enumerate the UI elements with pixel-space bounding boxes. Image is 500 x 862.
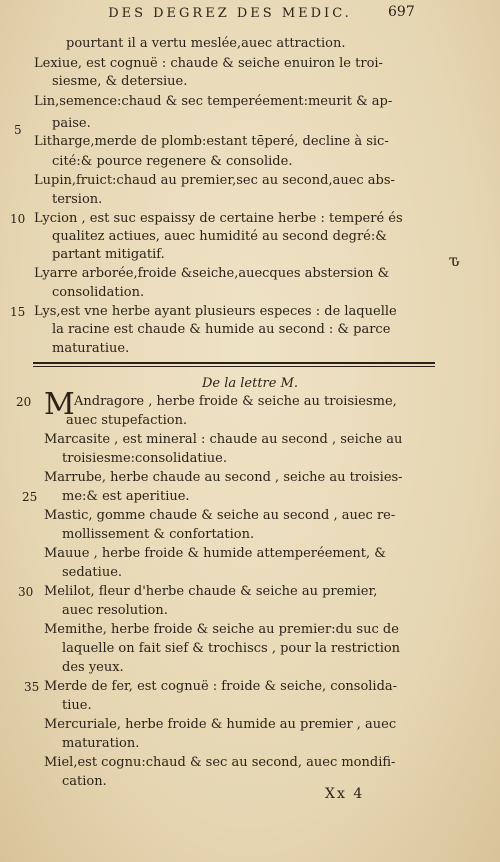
text-line: partant mitigatif. [52,247,165,262]
text-line: maturation. [62,736,140,751]
text-line: Lys,est vne herbe ayant plusieurs especes : de laquelle [34,304,397,319]
text-line: qualitez actiues, auec humidité au second degré:& [52,229,387,244]
text-line: Merde de fer, est cognuë : froide & seiche, consolida- [44,679,398,694]
text-line: auec resolution. [62,603,168,618]
text-line: des yeux. [62,660,124,675]
text-line: Miel,est cognu:chaud & sec au second, auec mondifi- [44,755,396,770]
text-line: mollissement & confortation. [62,527,255,542]
text-line: Marcasite , est mineral : chaude au second , seiche au [44,432,403,447]
signature-mark: Xx 4 [325,786,365,802]
text-line: Lycion , est suc espaissy de certaine herbe : temperé és [34,211,403,226]
text-line: Lyarre arborée,froide &seiche,auecques abstersion & [34,266,390,281]
line-number: 5 [14,123,22,137]
text-line: troisiesme:consolidatiue. [62,451,227,466]
text-line: tersion. [52,192,103,207]
text-line: siesme, & detersiue. [52,74,188,89]
line-number: 25 [22,490,38,504]
text-line: Lupin,fruict:chaud au premier,sec au second,auec abs- [34,173,395,188]
text-line: cité:& pource regenere & consolide. [52,154,293,169]
text-line: laquelle on fait sief & trochiscs , pour la restriction [62,641,401,656]
text-line: cation. [62,774,107,789]
text-line: la racine est chaude & humide au second : & parce [52,322,391,337]
text-line: Lin,semence:chaud & sec temperéement:meurit & ap- [34,94,393,109]
line-number: 35 [24,680,40,694]
margin-mark: ԏ [449,250,460,271]
page-number: 697 [388,4,415,20]
text-line: Mauue , herbe froide & humide attemperéement, & [44,546,386,561]
line-number: 10 [10,212,26,226]
line-number: 20 [16,395,32,409]
text-line: pourtant il a vertu meslée,auec attraction. [66,36,346,51]
text-line: Andragore , herbe froide & seiche au troisiesme, [74,394,397,409]
text-line: Mastic, gomme chaude & seiche au second , auec re- [44,508,396,523]
section-rule [33,366,435,367]
section-heading: De la lettre M. [201,376,299,391]
text-line: Litharge,merde de plomb:estant tēperé, decline à sic- [34,134,389,149]
line-number: 15 [10,305,26,319]
text-line: paise. [52,116,91,131]
text-line: Memithe, herbe froide & seiche au premier:du suc de [44,622,399,637]
text-line: auec stupefaction. [66,413,188,428]
line-number: 30 [18,585,34,599]
text-line: me:& est aperitiue. [62,489,190,504]
text-line: Lexiue, est cognuë : chaude & seiche enuiron le troi- [34,56,383,71]
running-head: DES DEGREZ DES MEDIC. [108,6,352,21]
section-rule [33,362,435,364]
drop-cap: M [44,387,75,422]
text-line: Melilot, fleur d'herbe chaude & seiche au premier, [44,584,378,599]
text-line: sedatiue. [62,565,123,580]
text-line: tiue. [62,698,92,713]
text-line: Marrube, herbe chaude au second , seiche au troisies- [44,470,403,485]
text-line: Mercuriale, herbe froide & humide au premier , auec [44,717,397,732]
text-line: maturatiue. [52,341,130,356]
text-line: consolidation. [52,285,145,300]
